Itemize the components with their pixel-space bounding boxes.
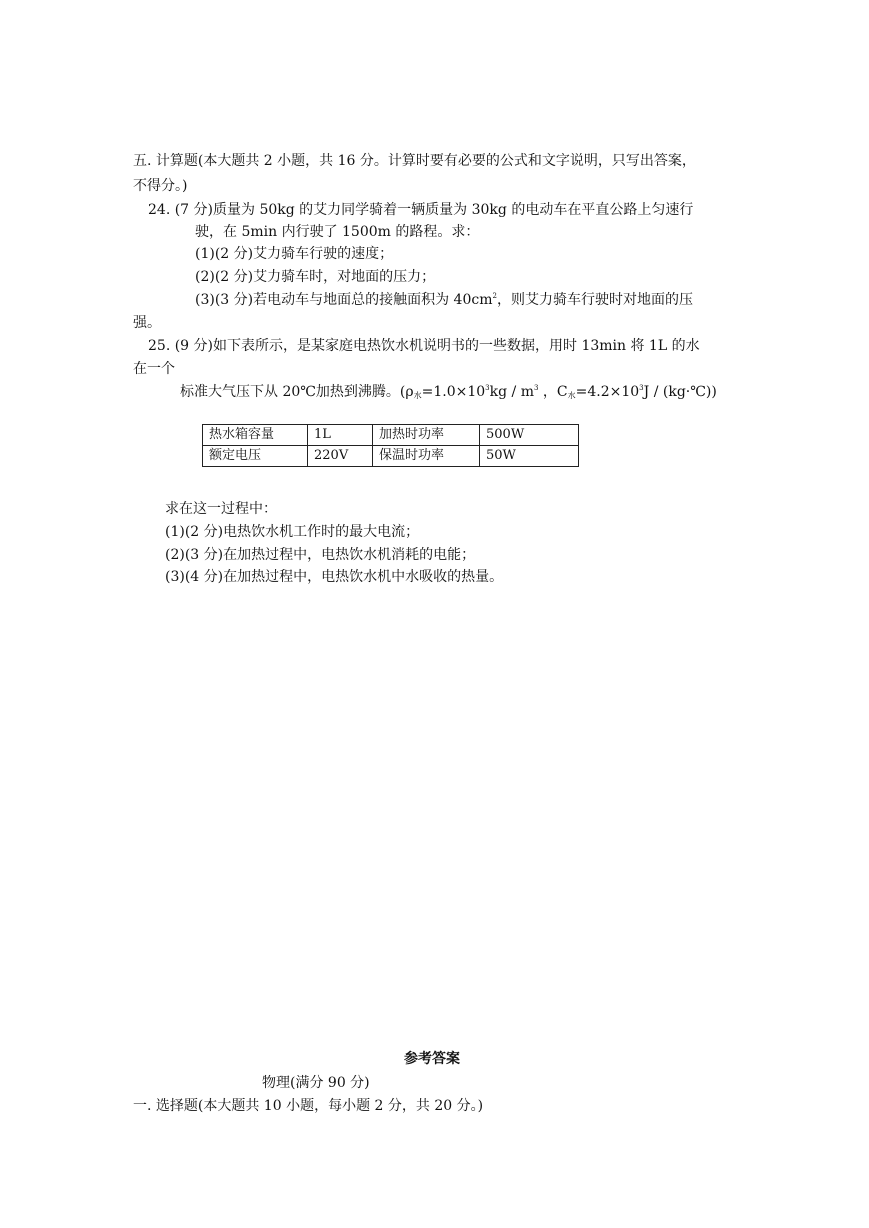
table-cell: 220V	[308, 446, 373, 467]
section5-heading: 五. 计算题(本大题共 2 小题，共 16 分。计算时要有必要的公式和文字说明，只写出答案，	[133, 153, 696, 169]
answers-section1: 一. 选择题(本大题共 10 小题，每小题 2 分，共 20 分。)	[133, 1098, 484, 1114]
q24-sub2: (2)(2 分)艾力骑车时，对地面的压力；	[195, 269, 436, 285]
q25-stem: 25. (9 分)如下表所示，是某家庭电热饮水机说明书的一些数据，用时 13min 将 1L 的水	[148, 338, 700, 354]
q25-stem-cont: 在一个	[133, 361, 175, 377]
q24-sub3-wrap: 强。	[133, 315, 161, 331]
q24-sub1: (1)(2 分)艾力骑车行驶的速度；	[195, 246, 394, 262]
q24-stem: 24. (7 分)质量为 50kg 的艾力同学骑着一辆质量为 30kg 的电动车在平直公路上匀速行	[148, 202, 694, 218]
q24-stem-cont: 驶，在 5min 内行驶了 1500m 的路程。求：	[195, 224, 480, 240]
table-row	[203, 425, 579, 446]
table-cell: 保温时功率	[373, 446, 480, 467]
q24-sub3: (3)(3 分)若电动车与地面总的接触面积为 $40cm^2$，则艾力骑车行驶时对地面的压	[195, 292, 693, 308]
q25-sub3: (3)(4 分)在加热过程中，电热饮水机中水吸收的热量。	[165, 569, 504, 585]
table-cell: 加热时功率	[373, 425, 480, 446]
answers-subtitle: 物理(满分 90 分)	[262, 1075, 370, 1091]
q25-sub2: (2)(3 分)在加热过程中，电热饮水机消耗的电能；	[165, 547, 476, 563]
spec-table	[202, 424, 579, 467]
q25-sub1: (1)(2 分)电热饮水机工作时的最大电流；	[165, 524, 420, 540]
q25-constants: 标准大气压下从 20℃加热到沸腾。($\rho_水=1.0\times 10^3kg / m^3$ ，$C_水=4.2\times 10^3J$ / (kg·℃))	[180, 384, 717, 400]
table-cell: 1L	[308, 425, 373, 446]
q25-intro: 求在这一过程中：	[165, 501, 277, 517]
section5-heading-cont: 不得分。)	[133, 178, 188, 194]
table-cell: 热水箱容量	[203, 425, 308, 446]
answers-title: 参考答案	[404, 1051, 460, 1067]
table-cell: 额定电压	[203, 446, 308, 467]
table-row	[203, 446, 579, 467]
table-cell: 500W	[480, 425, 579, 446]
table-cell: 50W	[480, 446, 579, 467]
